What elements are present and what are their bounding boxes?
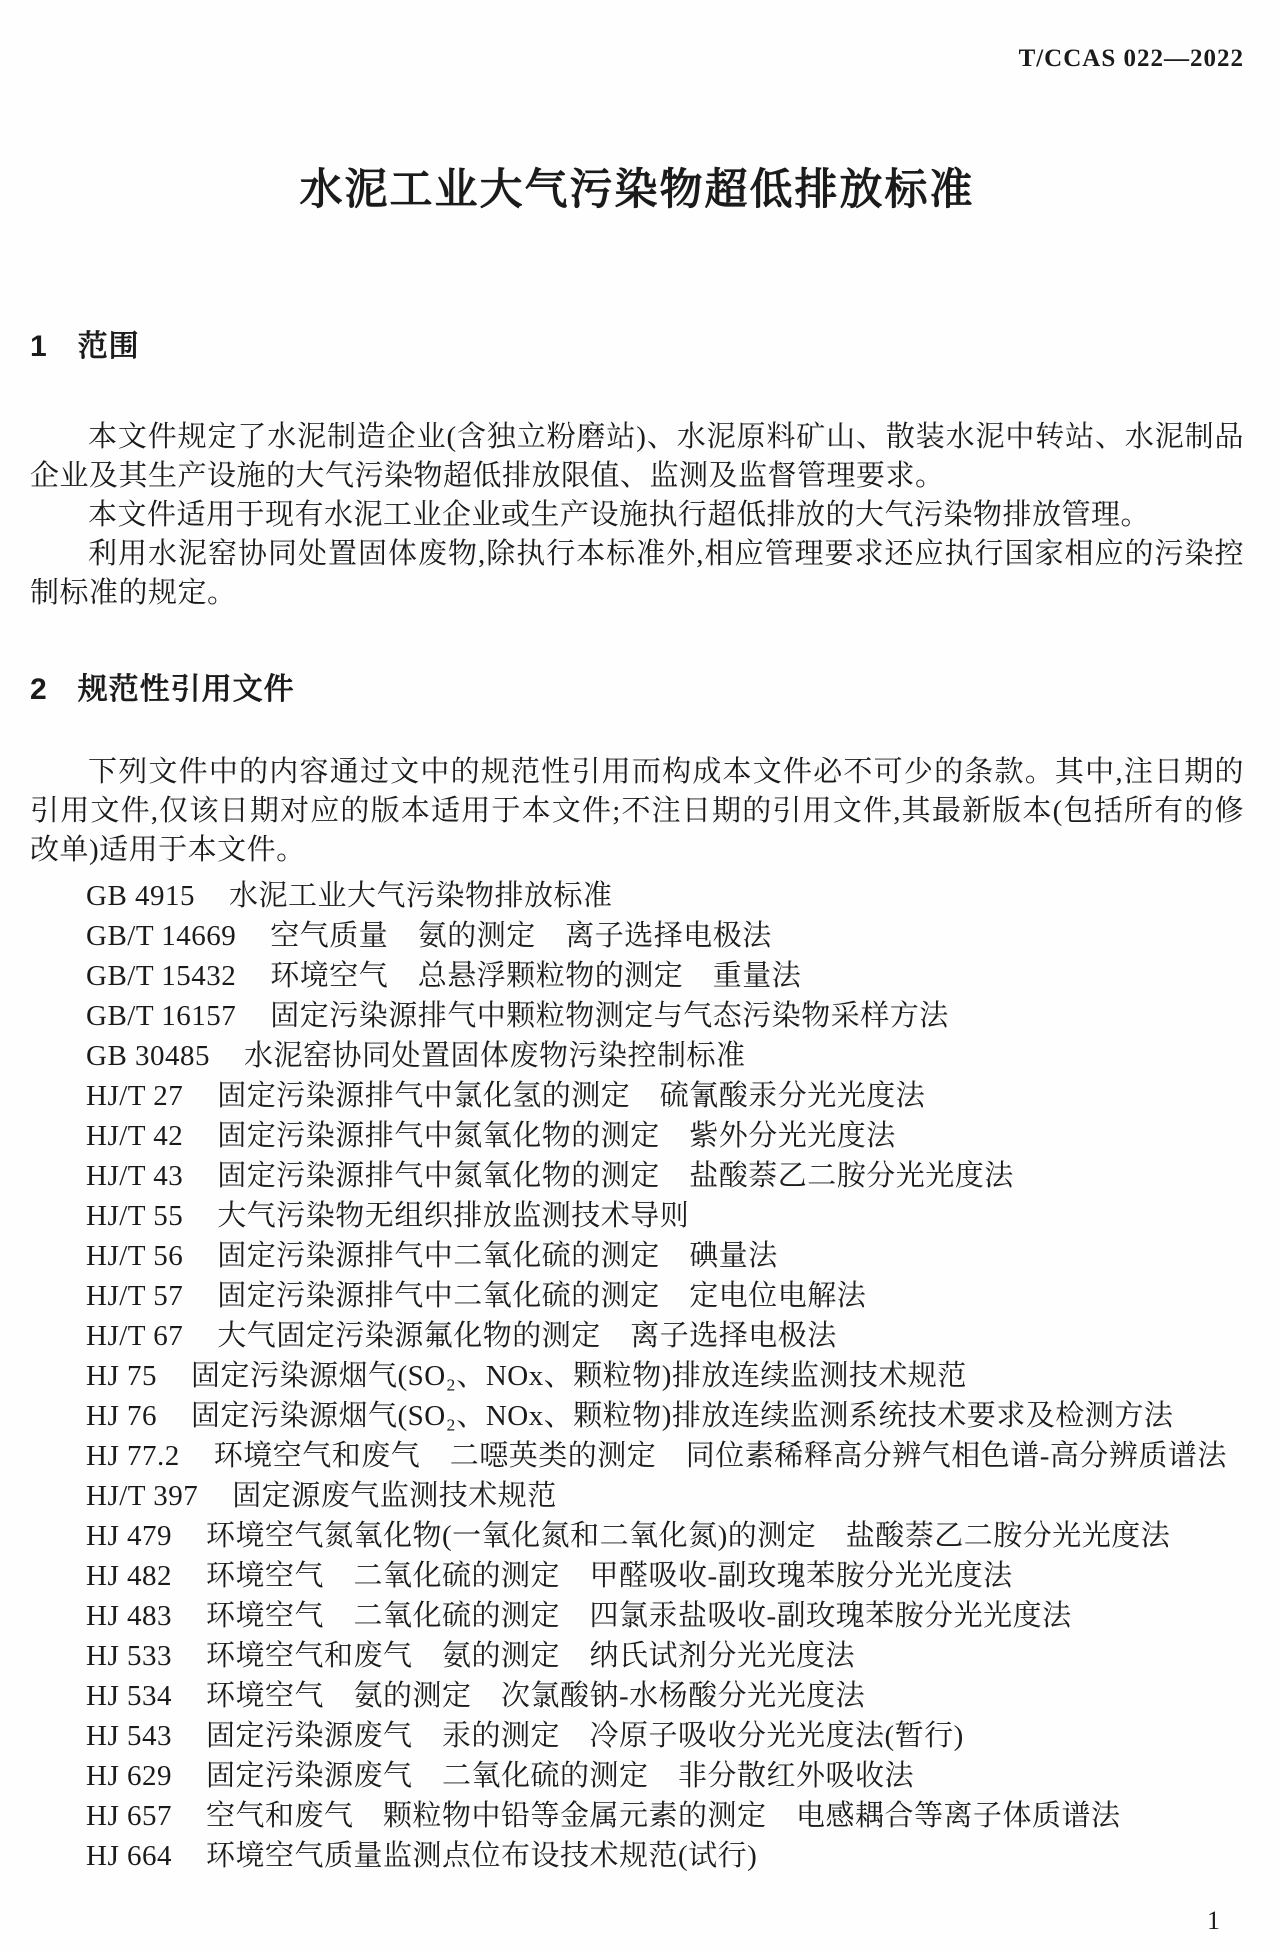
document-title: 水泥工业大气污染物超低排放标准 [299, 166, 975, 214]
reference-item [86, 1316, 1244, 1356]
reference-code: HJ/T 67 [86, 1320, 184, 1352]
paragraph: 利用水泥窑协同处置固体废物,除执行本标准外,相应管理要求还应执行国家相应的污染控制标准的规定。 [30, 538, 1244, 609]
reference-code: HJ/T 397 [86, 1480, 199, 1512]
reference-title: 水泥工业大气污染物排放标准 [229, 880, 613, 912]
reference-title: 环境空气 氨的测定 次氯酸钠-水杨酸分光光度法 [205, 1680, 866, 1712]
section-2-paragraphs [30, 753, 1244, 870]
reference-title: 环境空气和废气 二噁英类的测定 同位素稀释高分辨气相色谱-高分辨质谱法 [213, 1440, 1227, 1472]
section-1-heading [30, 326, 1244, 368]
reference-item [86, 876, 1244, 916]
reference-item [86, 1156, 1244, 1196]
reference-title: 环境空气质量监测点位布设技术规范(试行) [205, 1840, 758, 1872]
reference-title: 环境空气和废气 氨的测定 纳氏试剂分光光度法 [205, 1640, 855, 1672]
reference-title: 固定污染源排气中氮氧化物的测定 盐酸萘乙二胺分光光度法 [217, 1160, 1014, 1192]
reference-title: 固定源废气监测技术规范 [232, 1480, 557, 1512]
reference-code: GB/T 16157 [86, 1000, 237, 1032]
reference-code: HJ 77.2 [86, 1440, 180, 1472]
reference-title: 固定污染源排气中氮氧化物的测定 紫外分光光度法 [217, 1120, 896, 1152]
reference-item [86, 1436, 1244, 1476]
reference-title: 大气污染物无组织排放监测技术导则 [217, 1200, 690, 1232]
reference-item [86, 1596, 1244, 1636]
reference-code: HJ 657 [86, 1800, 172, 1832]
reference-code: HJ 664 [86, 1840, 172, 1872]
reference-item [86, 1116, 1244, 1156]
reference-item [86, 1196, 1244, 1236]
reference-item [86, 1676, 1244, 1716]
paragraph: 本文件规定了水泥制造企业(含独立粉磨站)、水泥原料矿山、散装水泥中转站、水泥制品企业及其生产设施的大气污染物超低排放限值、监测及监督管理要求。 [30, 421, 1244, 492]
reference-code: HJ 76 [86, 1400, 157, 1432]
reference-code: HJ 629 [86, 1760, 172, 1792]
standard-code: T/CCAS 022—2022 [1018, 45, 1244, 72]
reference-title: 固定污染源排气中二氧化硫的测定 定电位电解法 [217, 1280, 867, 1312]
reference-code: HJ/T 42 [86, 1120, 184, 1152]
section-1-title: 范围 [77, 330, 140, 363]
reference-item [86, 1356, 1244, 1396]
section-1-number: 1 [30, 330, 48, 363]
reference-code: GB 4915 [86, 880, 196, 912]
reference-item [86, 1076, 1244, 1116]
section-2-title: 规范性引用文件 [77, 673, 295, 706]
reference-title: 环境空气氮氧化物(一氧化氮和二氧化氮)的测定 盐酸萘乙二胺分光光度法 [205, 1520, 1171, 1552]
reference-code: HJ 543 [86, 1720, 172, 1752]
reference-code: HJ/T 27 [86, 1080, 184, 1112]
reference-title: 空气质量 氨的测定 离子选择电极法 [270, 920, 772, 952]
reference-item [86, 1636, 1244, 1676]
reference-item [86, 1036, 1244, 1076]
page-number: 1 [1207, 1906, 1220, 1935]
reference-item [86, 1516, 1244, 1556]
reference-code: HJ 482 [86, 1560, 172, 1592]
reference-code: HJ 533 [86, 1640, 172, 1672]
reference-item [86, 1716, 1244, 1756]
reference-item [86, 1396, 1244, 1436]
reference-title: 固定污染源烟气(SO₂、NOx、颗粒物)排放连续监测系统技术要求及检测方法 [190, 1400, 1174, 1432]
reference-title: 固定污染源烟气(SO₂、NOx、颗粒物)排放连续监测技术规范 [190, 1360, 967, 1392]
section-normative-references [30, 669, 1244, 1876]
reference-title: 固定污染源排气中氯化氢的测定 硫氰酸汞分光光度法 [217, 1080, 926, 1112]
reference-code: HJ 483 [86, 1600, 172, 1632]
paragraph: 下列文件中的内容通过文中的规范性引用而构成本文件必不可少的条款。其中,注日期的引用文件,仅该日期对应的版本适用于本文件;不注日期的引用文件,其最新版本(包括所有的修改单)适用于本文件。 [30, 756, 1244, 866]
paragraph: 本文件适用于现有水泥工业企业或生产设施执行超低排放的大气污染物排放管理。 [88, 499, 1151, 531]
reference-item [86, 1756, 1244, 1796]
reference-code: HJ/T 43 [86, 1160, 184, 1192]
reference-title: 大气固定污染源氟化物的测定 离子选择电极法 [217, 1320, 837, 1352]
reference-title: 环境空气 二氧化硫的测定 四氯汞盐吸收-副玫瑰苯胺分光光度法 [205, 1600, 1072, 1632]
reference-code: HJ/T 56 [86, 1240, 184, 1272]
reference-item [86, 1476, 1244, 1516]
reference-title: 环境空气 二氧化硫的测定 甲醛吸收-副玫瑰苯胺分光光度法 [205, 1560, 1013, 1592]
reference-code: HJ/T 57 [86, 1280, 184, 1312]
reference-title: 水泥窑协同处置固体废物污染控制标准 [244, 1040, 746, 1072]
reference-title: 固定污染源废气 汞的测定 冷原子吸收分光光度法(暂行) [205, 1720, 964, 1752]
reference-item [86, 996, 1244, 1036]
reference-item [86, 1556, 1244, 1596]
reference-code: HJ/T 55 [86, 1200, 184, 1232]
reference-item [86, 916, 1244, 956]
section-1-paragraphs [30, 418, 1244, 613]
reference-title: 环境空气 总悬浮颗粒物的测定 重量法 [270, 960, 802, 992]
reference-title: 固定污染源排气中二氧化硫的测定 碘量法 [217, 1240, 778, 1272]
reference-title: 固定污染源排气中颗粒物测定与气态污染物采样方法 [270, 1000, 949, 1032]
reference-item [86, 956, 1244, 996]
references-list [30, 876, 1244, 1876]
reference-code: HJ 479 [86, 1520, 172, 1552]
reference-item [86, 1236, 1244, 1276]
reference-code: HJ 75 [86, 1360, 157, 1392]
section-2-heading [30, 669, 1244, 711]
reference-item [86, 1836, 1244, 1876]
section-scope [30, 326, 1244, 613]
reference-item [86, 1796, 1244, 1836]
reference-code: HJ 534 [86, 1680, 172, 1712]
reference-code: GB/T 15432 [86, 960, 237, 992]
reference-item [86, 1276, 1244, 1316]
reference-title: 固定污染源废气 二氧化硫的测定 非分散红外吸收法 [205, 1760, 914, 1792]
reference-code: GB 30485 [86, 1040, 211, 1072]
section-2-number: 2 [30, 673, 48, 706]
reference-title: 空气和废气 颗粒物中铅等金属元素的测定 电感耦合等离子体质谱法 [205, 1800, 1121, 1832]
reference-code: GB/T 14669 [86, 920, 237, 952]
